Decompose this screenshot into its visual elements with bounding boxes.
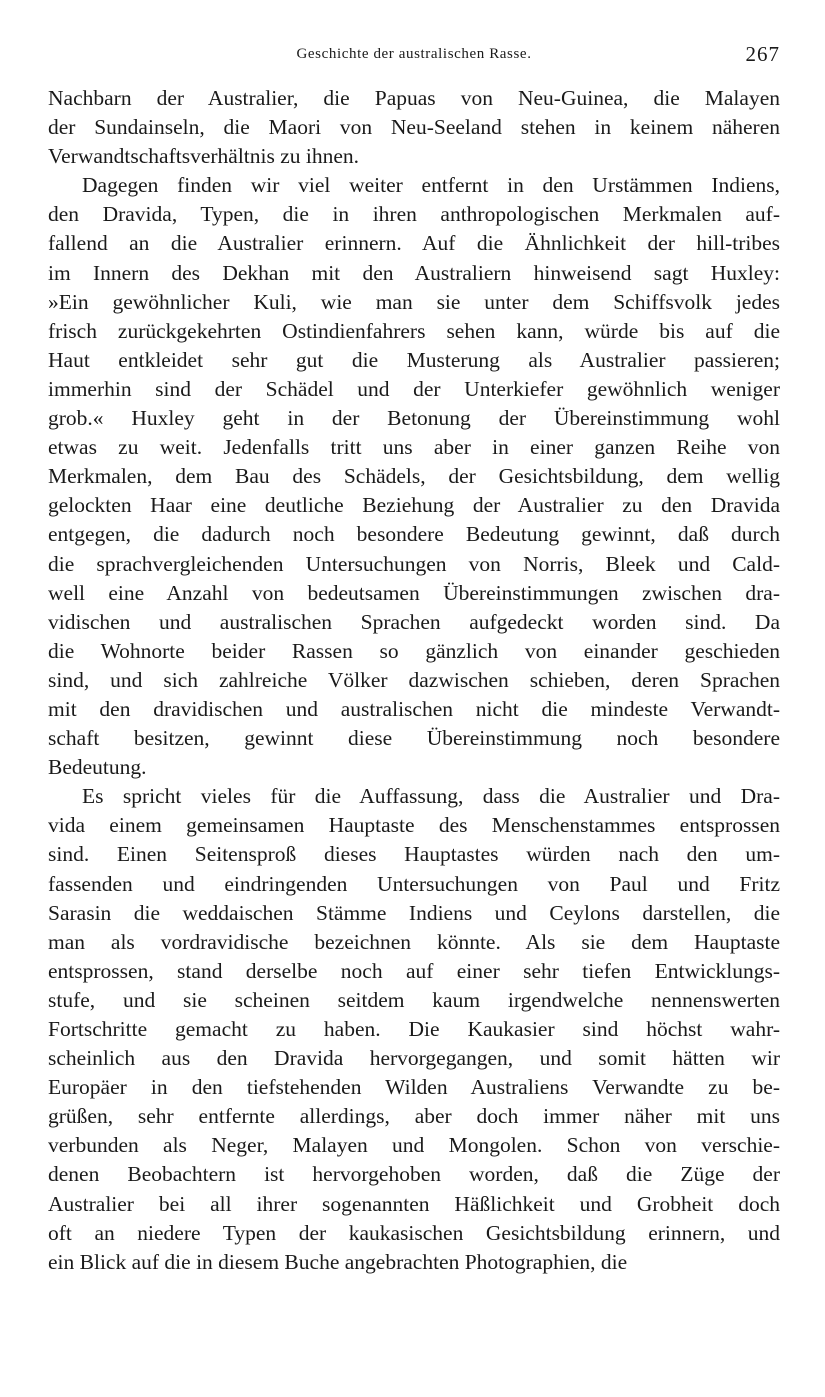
book-page [48,42,780,1277]
text-line: vida einem gemeinsamen Hauptaste des Menschenstammes entsprossen [48,813,780,838]
text-line: die sprachvergleichenden Untersuchungen von Norris, Bleek und Cald- [48,551,780,576]
text-line: gelockten Haar eine deutliche Beziehung der Australier zu den Dravida [48,493,780,518]
text-line: grob.« Huxley geht in der Betonung der Übereinstimmung wohl [48,406,780,431]
text-line: vidischen und australischen Sprachen aufgedeckt worden sind. Da [48,609,780,634]
text-line: sind. Einen Seitensproß dieses Hauptastes würden nach den um- [48,842,780,867]
text-line: stufe, und sie scheinen seitdem kaum irgendwelche nennenswerten [48,987,780,1012]
text-line: die Wohnorte beider Rassen so gänzlich von einander geschieden [48,638,780,663]
text-line: etwas zu weit. Jedenfalls tritt uns aber in einer ganzen Reihe von [48,435,780,460]
text-line: Haut entkleidet sehr gut die Musterung als Australier passieren; [48,347,780,372]
text-line: Merkmalen, dem Bau des Schädels, der Gesichtsbildung, dem wellig [48,464,780,489]
text-line: den Dravida, Typen, die in ihren anthropologischen Merkmalen auf- [48,202,780,227]
text-line: im Innern des Dekhan mit den Australiern hinweisend sagt Huxley: [48,260,780,285]
text-line: Fortschritte gemacht zu haben. Die Kaukasier sind höchst wahr- [48,1017,780,1041]
text-line: Sarasin die weddaischen Stämme Indiens und Ceylons darstellen, die [48,900,780,925]
text-line: denen Beobachtern ist hervorgehoben worden, daß die Züge der [48,1162,780,1187]
text-line: entsprossen, stand derselbe noch auf einer sehr tiefen Entwicklungs- [48,958,780,983]
text-line: »Ein gewöhnlicher Kuli, wie man sie unter dem Schiffsvolk jedes [48,289,780,314]
text-line: Europäer in den tiefstehenden Wilden Australiens Verwandte zu be- [48,1075,780,1100]
text-line: Dagegen finden wir viel weiter entfernt in den Urstämmen Indiens, [82,173,780,198]
text-line: fassenden und eindringenden Untersuchungen von Paul und Fritz [48,871,780,896]
text-line: man als vordravidische bezeichnen könnte. Als sie dem Hauptaste [48,929,780,954]
text-line: schaft besitzen, gewinnt diese Übereinstimmung noch besondere [48,726,780,751]
running-title: Geschichte der australischen Rasse. [296,46,532,62]
text-line: oft an niedere Typen der kaukasischen Gesichtsbildung erinnern, und [48,1220,780,1245]
text-line: Es spricht vieles für die Auffassung, dass die Australier und Dra- [82,784,780,809]
text-line: der Sundainseln, die Maori von Neu-Seeland stehen in keinem näheren [48,115,780,140]
text-line: Bedeutung. [48,755,147,780]
text-line: immerhin sind der Schädel und der Unterkiefer gewöhnlich weniger [48,376,780,401]
text-body [48,84,780,1277]
text-line: scheinlich aus den Dravida hervorgegangen, und somit hätten wir [48,1046,780,1071]
text-line: ein Blick auf die in diesem Buche angebrachten Photographien, die [48,1249,628,1274]
text-line: sind, und sich zahlreiche Völker dazwischen schieben, deren Sprachen [48,667,780,692]
text-line: entgegen, die dadurch noch besondere Bedeutung gewinnt, daß durch [48,522,780,547]
text-line: frisch zurückgekehrten Ostindienfahrers sehen kann, würde bis auf die [48,318,780,343]
text-line: mit den dravidischen und australischen nicht die mindeste Verwandt- [48,696,780,721]
text-line: fallend an die Australier erinnern. Auf die Ähnlichkeit der hill-tribes [48,231,780,256]
text-line: Nachbarn der Australier, die Papuas von Neu-Guinea, die Malayen [48,86,780,110]
page-number: 267 [745,42,780,66]
running-header [48,42,780,76]
text-line: Australier bei all ihrer sogenannten Häßlichkeit und Grobheit doch [48,1191,780,1216]
text-line: well eine Anzahl von bedeutsamen Übereinstimmungen zwischen dra- [48,580,780,605]
text-line: Verwandtschaftsverhältnis zu ihnen. [48,144,360,169]
text-line: verbunden als Neger, Malayen und Mongolen. Schon von verschie- [48,1133,780,1158]
text-line: grüßen, sehr entfernte allerdings, aber doch immer näher mit uns [48,1104,780,1129]
